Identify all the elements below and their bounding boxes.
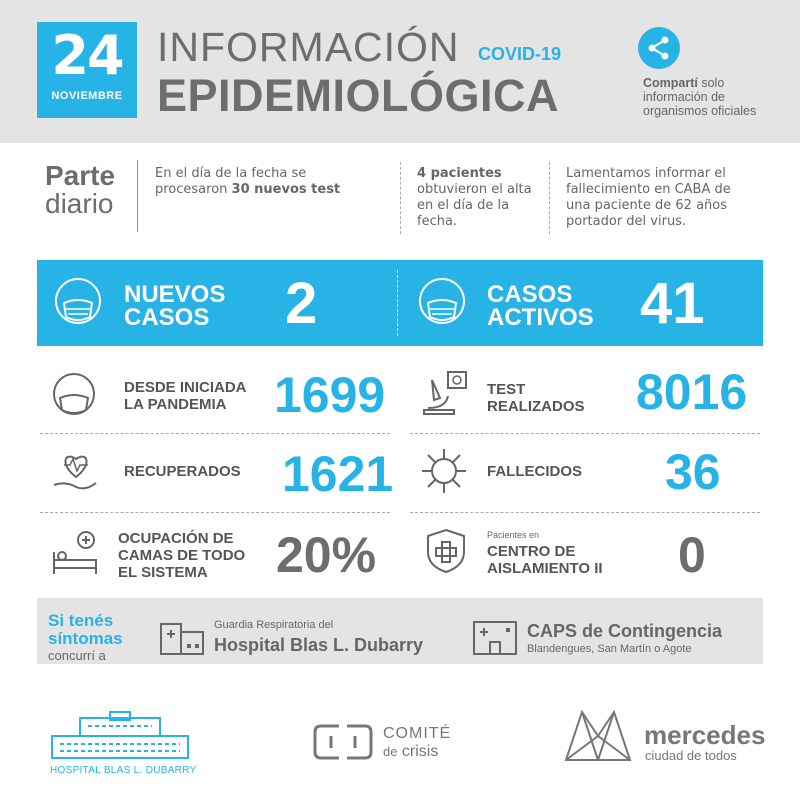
parte-title-bold: Parte <box>45 160 116 191</box>
sintomas-line-2: síntomas <box>48 629 123 648</box>
title-line-2: EPIDEMIOLÓGICA <box>157 70 560 121</box>
divider <box>137 160 138 232</box>
ocupacion-label <box>118 530 245 581</box>
parte-text-fallecimiento: Lamentamos informar el fallecimiento en CABA de una paciente de 62 años portador del virus. <box>566 166 731 229</box>
comite-logo-text-2 <box>383 743 438 761</box>
sintomas-line-3: concurrí a <box>48 648 106 663</box>
nuevos-label-1: NUEVOS <box>124 281 226 308</box>
hospital-logo-text: HOSPITAL BLAS L. DUBARRY <box>50 765 197 776</box>
mercedes-logo-text: mercedes <box>644 720 766 750</box>
test-value: 8016 <box>636 364 748 420</box>
patient-mask-icon <box>48 370 100 422</box>
aislamiento-label <box>487 543 603 577</box>
comite-de: de <box>383 744 398 759</box>
nuevos-label-2: CASOS <box>124 304 210 331</box>
divider <box>40 512 390 513</box>
patient-mask-icon <box>414 273 470 333</box>
parte-altas-a: 4 pacientes <box>417 166 502 181</box>
divider <box>410 433 760 434</box>
date-month: NOVIEMBRE <box>51 90 123 102</box>
share-icon[interactable] <box>638 27 680 69</box>
divider <box>410 512 760 513</box>
nuevos-casos-value: 2 <box>285 271 318 336</box>
sintomas-line-1: Si tenés <box>48 611 114 630</box>
fallecidos-label: FALLECIDOS <box>487 463 583 480</box>
recuperados-value: 1621 <box>282 446 394 502</box>
test-label-2: REALIZADOS <box>487 398 585 415</box>
ocupacion-label-3: EL SISTEMA <box>118 564 208 581</box>
caps-name: CAPS de Contingencia <box>527 621 723 641</box>
patient-mask-icon <box>50 273 106 333</box>
pandemia-label-1: DESDE INICIADA <box>124 379 247 396</box>
heart-hand-icon <box>50 447 102 495</box>
guardia-hospital-name: Hospital Blas L. Dubarry <box>214 635 424 655</box>
divider <box>549 162 550 234</box>
aislamiento-small-label: Pacientes en <box>487 530 540 540</box>
ocupacion-label-1: OCUPACIÓN DE <box>118 530 234 547</box>
sintomas-heading <box>48 612 123 648</box>
parte-diario-title <box>45 162 115 218</box>
divider <box>40 433 390 434</box>
fallecidos-value: 36 <box>665 444 721 500</box>
casos-activos-label <box>487 283 594 329</box>
guardia-label: Guardia Respiratoria del <box>214 619 334 631</box>
recuperados-label: RECUPERADOS <box>124 463 241 480</box>
aislamiento-label-2: AISLAMIENTO II <box>487 560 603 577</box>
covid-tag: COVID-19 <box>478 44 562 64</box>
comite-logo-icon <box>313 722 373 762</box>
ocupacion-value: 20% <box>276 527 377 583</box>
hospital-bed-icon <box>50 530 102 580</box>
activos-label-2: ACTIVOS <box>487 304 594 331</box>
mercedes-logo-icon <box>562 708 634 764</box>
shield-cross-icon <box>424 526 468 576</box>
title-line-1: INFORMACIÓN <box>157 24 460 70</box>
microscope-icon <box>418 368 470 420</box>
casos-activos-value: 41 <box>640 271 705 336</box>
hospital-logo <box>50 712 190 762</box>
caps-addresses: Blandengues, San Martín o Agote <box>527 643 692 655</box>
hospital-building-icon <box>157 616 207 656</box>
test-label <box>487 381 585 415</box>
parte-text-tests <box>155 166 370 198</box>
share-notice-rest: solo información de organismos oficiales <box>643 76 757 118</box>
share-notice-bold: Compartí <box>643 76 698 90</box>
date-badge <box>37 22 137 118</box>
divider <box>400 162 401 234</box>
parte-title-light: diario <box>45 188 114 219</box>
parte-text-altas <box>417 166 537 230</box>
mercedes-slogan: ciudad de todos <box>645 748 737 763</box>
test-label-1: TEST <box>487 381 526 398</box>
pandemia-value: 1699 <box>274 367 386 423</box>
health-center-icon <box>470 616 520 656</box>
parte-tests-b: 30 nuevos test <box>231 182 341 197</box>
activos-label-1: CASOS <box>487 281 573 308</box>
pandemia-label-2: LA PANDEMIA <box>124 396 227 413</box>
divider <box>397 270 398 336</box>
date-day: 24 <box>51 24 123 87</box>
comite-logo-text-1: COMITÉ <box>383 725 452 742</box>
aislamiento-value: 0 <box>678 527 706 583</box>
virus-icon <box>418 445 470 497</box>
ocupacion-label-2: CAMAS DE TODO <box>118 547 246 564</box>
parte-tests-a: En el día de la fecha se procesaron <box>155 166 307 197</box>
pandemia-label <box>124 379 247 413</box>
comite-crisis: crisis <box>401 743 439 760</box>
aislamiento-label-1: CENTRO DE <box>487 543 576 560</box>
nuevos-casos-label <box>124 283 225 329</box>
parte-altas-b: obtuvieron el alta en el día de la fecha. <box>417 182 532 229</box>
share-notice <box>643 76 783 118</box>
